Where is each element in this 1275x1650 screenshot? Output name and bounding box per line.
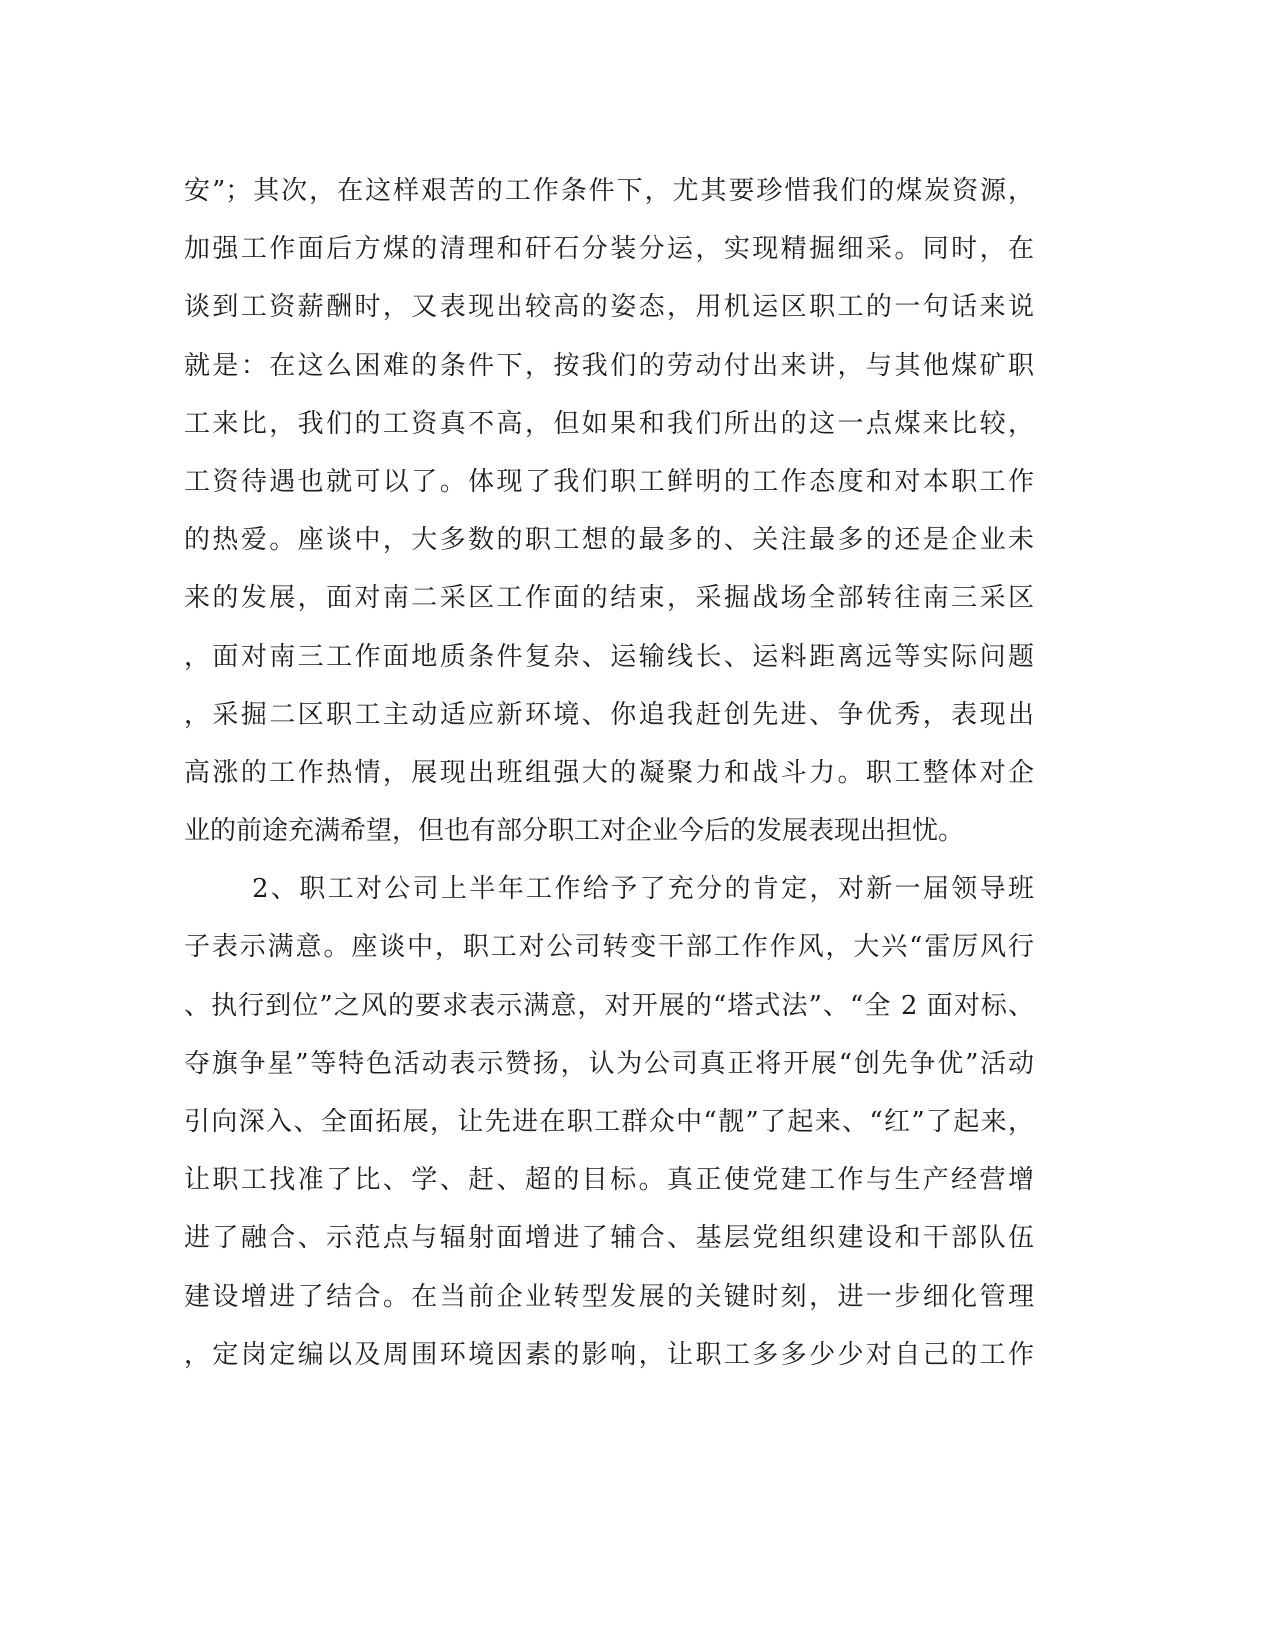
text-line: 就是：在这么困难的条件下，按我们的劳动付出来讲，与其他煤矿职 (184, 350, 1034, 381)
text-line: 工资待遇也就可以了。体现了我们职工鲜明的工作态度和对本职工作 (184, 466, 1034, 497)
text-line: 业的前途充满希望，但也有部分职工对企业今后的发展表现出担忧。 (184, 816, 965, 847)
text-line: ，面对南三工作面地质条件复杂、运输线长、运料距离远等实际问题 (184, 641, 1034, 672)
text-line: ，定岗定编以及周围环境因素的影响，让职工多多少少对自己的工作 (184, 1339, 1034, 1370)
text-line: 引向深入、全面拓展，让先进在职工群众中“靓”了起来、“红”了起来， (184, 1107, 1034, 1137)
text-line: 谈到工资薪酬时，又表现出较高的姿态，用机运区职工的一句话来说 (184, 292, 1034, 323)
text-line: ，采掘二区职工主动适应新环境、你追我赶创先进、争优秀，表现出 (184, 699, 1034, 730)
text-line: 加强工作面后方煤的清理和矸石分装分运，实现精掘细采。同时，在 (184, 234, 1034, 265)
body-text (184, 162, 1034, 1384)
text-line: 安”；其次，在这样艰苦的工作条件下，尤其要珍惜我们的煤炭资源， (184, 176, 1034, 206)
paragraph-2 (184, 860, 1034, 1384)
text-line: 2、职工对公司上半年工作给予了充分的肯定，对新一届领导班 (252, 874, 1034, 905)
text-line: 夺旗争星”等特色活动表示赞扬，认为公司真正将开展“创先争优”活动 (184, 1048, 1034, 1079)
text-line: 、执行到位”之风的要求表示满意，对开展的“塔式法”、“全 2 面对标、 (184, 990, 1034, 1021)
text-line: 进了融合、示范点与辐射面增进了辅合、基层党组织建设和干部队伍 (184, 1223, 1034, 1254)
paragraph-1 (184, 162, 1034, 860)
text-line: 来的发展，面对南二采区工作面的结束，采掘战场全部转往南三采区 (184, 583, 1034, 614)
text-line: 子表示满意。座谈中，职工对公司转变干部工作作风，大兴“雷厉风行 (184, 932, 1034, 963)
text-line: 的热爱。座谈中，大多数的职工想的最多的、关注最多的还是企业未 (184, 525, 1034, 556)
text-line: 让职工找准了比、学、赶、超的目标。真正使党建工作与生产经营增 (184, 1165, 1034, 1196)
text-line: 建设增进了结合。在当前企业转型发展的关键时刻，进一步细化管理 (184, 1281, 1034, 1312)
text-line: 工来比，我们的工资真不高，但如果和我们所出的这一点煤来比较， (184, 408, 1034, 439)
text-line: 高涨的工作热情，展现出班组强大的凝聚力和战斗力。职工整体对企 (184, 757, 1034, 788)
